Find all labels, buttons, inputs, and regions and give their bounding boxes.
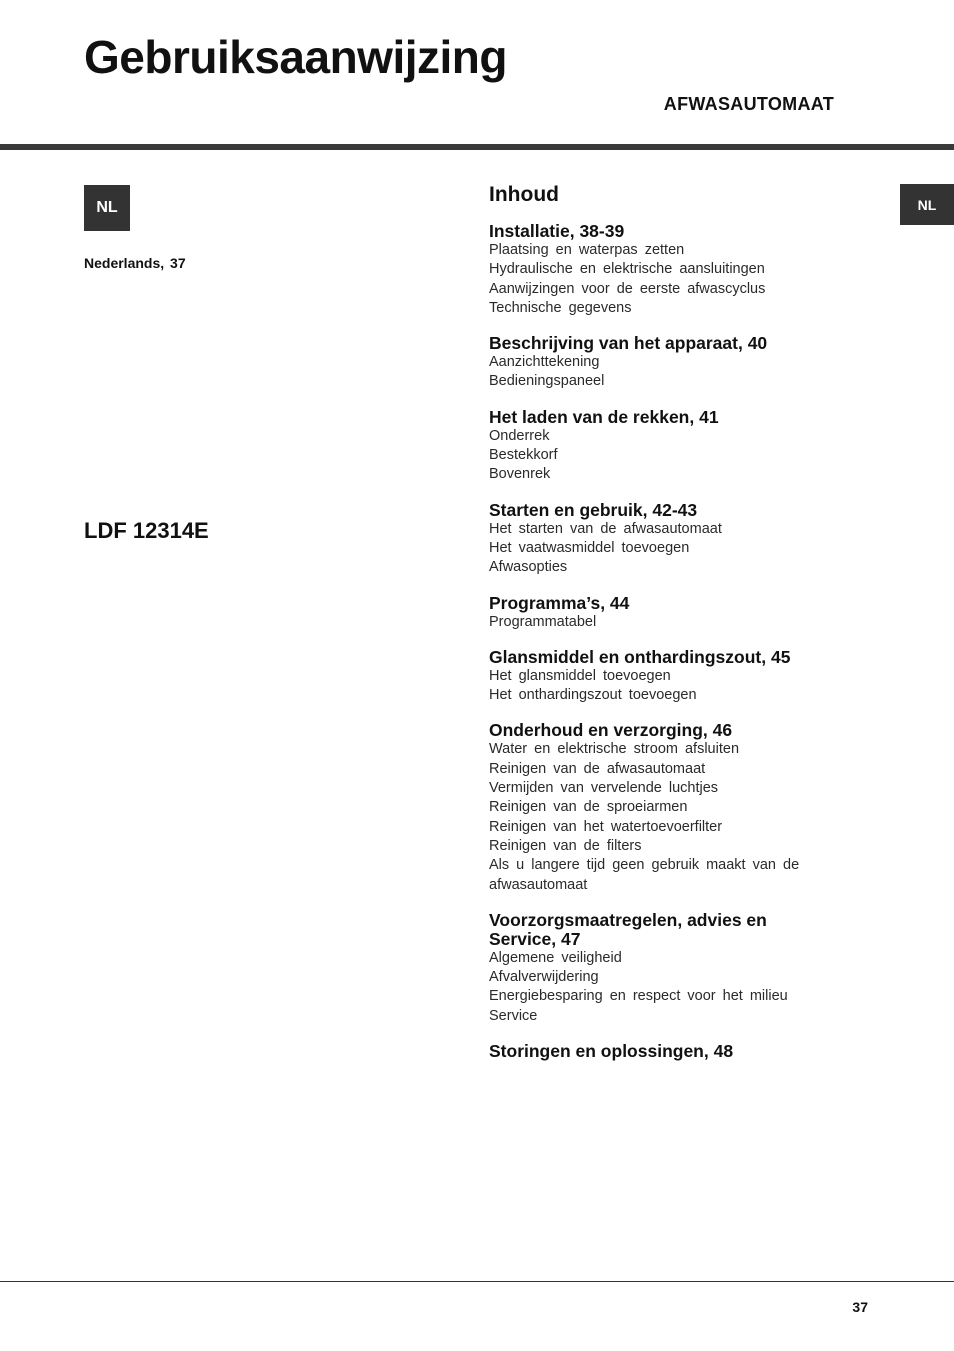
- table-of-contents: [489, 183, 829, 1077]
- toc-section: [489, 1042, 829, 1061]
- toc-item: Het onthardingszout toevoegen: [489, 687, 697, 704]
- toc-heading: Inhoud: [489, 183, 559, 206]
- footer-divider: [0, 1281, 954, 1282]
- toc-section-title: Glansmiddel en onthardingszout, 45: [489, 646, 791, 667]
- toc-section-title: Starten en gebruik, 42-43: [489, 499, 698, 520]
- toc-item: Onderrek: [489, 427, 550, 444]
- toc-item: Reinigen van het watertoevoerfilter: [489, 818, 723, 835]
- toc-item: Vermijden van vervelende luchtjes: [489, 780, 719, 797]
- product-type: AFWASAUTOMAAT: [663, 94, 834, 114]
- toc-section: [489, 721, 829, 894]
- toc-item: Het vaatwasmiddel toevoegen: [489, 539, 690, 556]
- model-number: LDF 12314E: [84, 518, 209, 543]
- toc-item: Als u langere tijd geen gebruik maakt van de afwasautomaat: [489, 857, 800, 893]
- side-language-tab: NL: [900, 184, 954, 225]
- toc-section-title: Storingen en oplossingen, 48: [489, 1041, 734, 1062]
- toc-item: Reinigen van de filters: [489, 837, 642, 854]
- toc-item: Programmatabel: [489, 613, 597, 630]
- toc-section-title: Voorzorgsmaatregelen, advies en Service, 47: [489, 909, 767, 949]
- toc-section: [489, 911, 829, 1026]
- toc-item: Bovenrek: [489, 466, 551, 483]
- toc-item: Technische gegevens: [489, 299, 632, 316]
- toc-item: Afwasopties: [489, 559, 568, 576]
- toc-section: [489, 408, 829, 485]
- language-badge: NL: [84, 185, 130, 231]
- toc-sections: [489, 222, 829, 1061]
- toc-item: Service: [489, 1007, 538, 1024]
- toc-item: Algemene veiligheid: [489, 949, 622, 966]
- toc-section-title: Programma’s, 44: [489, 592, 630, 613]
- toc-item: Bestekkorf: [489, 447, 558, 464]
- toc-item: Reinigen van de afwasautomaat: [489, 760, 706, 777]
- toc-item: Reinigen van de sproeiarmen: [489, 799, 688, 816]
- toc-section: [489, 222, 829, 318]
- toc-section: [489, 594, 829, 632]
- toc-section: [489, 501, 829, 578]
- toc-item: Het glansmiddel toevoegen: [489, 667, 671, 684]
- toc-item: Energiebesparing en respect voor het milieu: [489, 988, 788, 1005]
- page-number: 37: [852, 1299, 868, 1315]
- toc-item: Afvalverwijdering: [489, 969, 599, 986]
- toc-item: Hydraulische en elektrische aansluitingen: [489, 261, 765, 278]
- toc-item: Aanwijzingen voor de eerste afwascyclus: [489, 280, 766, 297]
- language-reference: Nederlands, 37: [84, 255, 186, 271]
- toc-section-title: Het laden van de rekken, 41: [489, 406, 719, 427]
- toc-section-title: Beschrijving van het apparaat, 40: [489, 333, 768, 354]
- toc-section-title: Installatie, 38-39: [489, 221, 625, 241]
- toc-item: Bedieningspaneel: [489, 373, 605, 390]
- toc-section: [489, 648, 829, 706]
- header-divider: [0, 144, 954, 150]
- toc-section-title: Onderhoud en verzorging, 46: [489, 720, 733, 741]
- toc-item: Plaatsing en waterpas zetten: [489, 242, 685, 258]
- toc-section: [489, 334, 829, 392]
- page-title: Gebruiksaanwijzing: [84, 31, 507, 83]
- toc-item: Aanzichttekening: [489, 354, 600, 371]
- toc-item: Het starten van de afwasautomaat: [489, 520, 722, 537]
- toc-item: Water en elektrische stroom afsluiten: [489, 741, 740, 758]
